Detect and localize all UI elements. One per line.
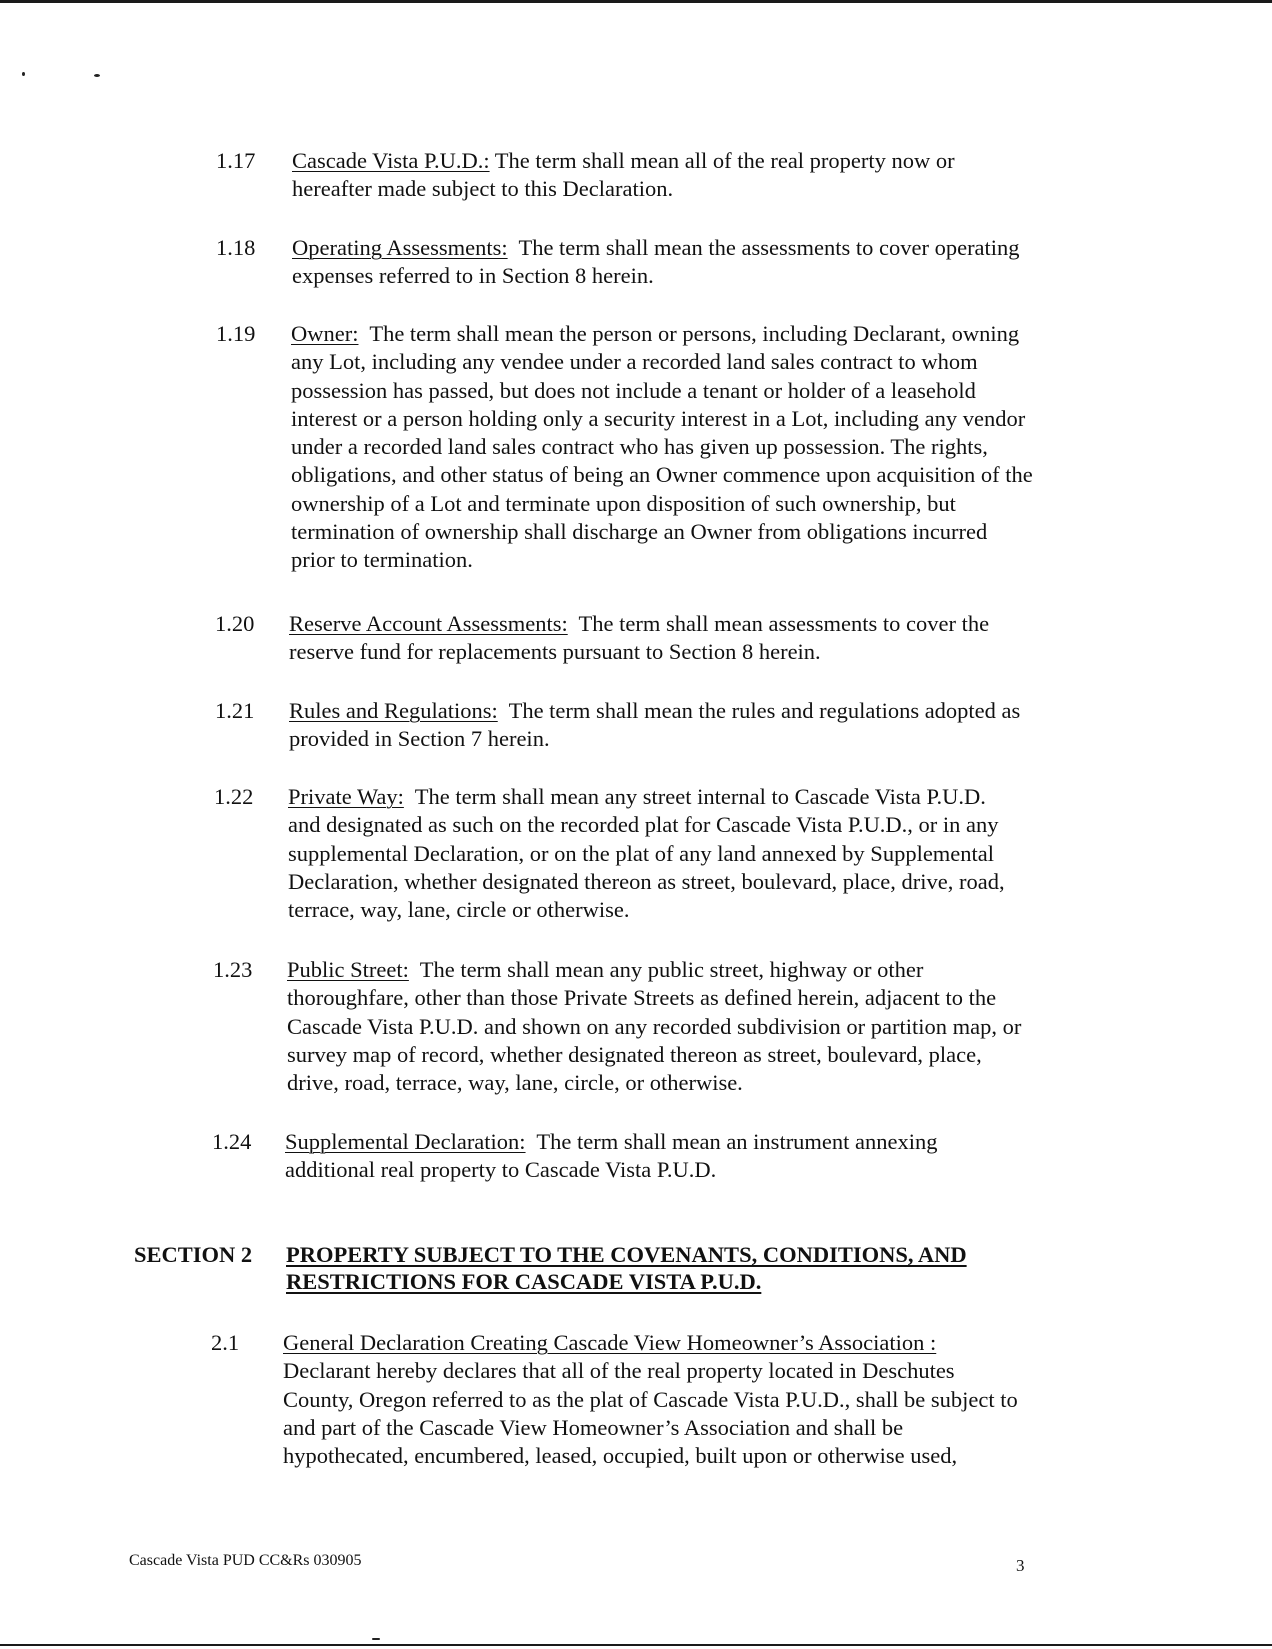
- clause-text: Declarant hereby declares that all of the real property located in Deschutes: [283, 1358, 955, 1384]
- definition-body: [292, 234, 1020, 291]
- definition-text: drive, road, terrace, way, lane, circle, or otherwise.: [287, 1070, 743, 1096]
- definition-body: [285, 1128, 938, 1185]
- definition-text: any Lot, including any vendee under a recorded land sales contract to whom: [291, 349, 978, 375]
- definition-text: The term shall mean the person or persons, including Declarant, owning: [358, 321, 1020, 346]
- definition-text: interest or a person holding only a security interest in a Lot, including any vendor: [291, 405, 1026, 431]
- definition-text: terrace, way, lane, circle or otherwise.: [288, 897, 630, 923]
- section-title-line: PROPERTY SUBJECT TO THE COVENANTS, CONDITIONS, AND: [286, 1242, 967, 1267]
- definition-term: Cascade Vista P.U.D.:: [292, 148, 490, 173]
- definition-text: The term shall mean any public street, highway or other: [408, 957, 924, 982]
- definition-text: The term shall mean assessments to cover the: [567, 611, 990, 636]
- definition-text: The term shall mean the rules and regulations adopted as: [497, 698, 1021, 723]
- definition-term: Rules and Regulations:: [289, 698, 498, 723]
- clause-text: and part of the Cascade View Homeowner’s Association and shall be: [283, 1414, 904, 1440]
- definition-term: Owner:: [291, 321, 359, 346]
- definition-text: Cascade Vista P.U.D. and shown on any recorded subdivision or partition map, or: [287, 1013, 1022, 1039]
- definition-text: supplemental Declaration, or on the plat of any land annexed by Supplemental: [288, 840, 995, 866]
- definition-term: Reserve Account Assessments:: [289, 611, 568, 636]
- section-title-line: RESTRICTIONS FOR CASCADE VISTA P.U.D.: [286, 1269, 762, 1294]
- clause-text: hypothecated, encumbered, leased, occupied, built upon or otherwise used,: [283, 1443, 958, 1469]
- definition-body: [289, 697, 1020, 754]
- footer-document-id: Cascade Vista PUD CC&Rs 030905: [129, 1552, 362, 1569]
- definition-number: 1.18: [216, 235, 256, 260]
- definition-number: 1.23: [213, 957, 253, 982]
- definition-text: additional real property to Cascade Vista P.U.D.: [285, 1157, 717, 1183]
- definition-text: obligations, and other status of being an Owner commence upon acquisition of the: [291, 462, 1033, 488]
- definition-text: hereafter made subject to this Declaration.: [292, 176, 674, 202]
- definition-number: 1.24: [212, 1129, 252, 1154]
- definition-number: 1.20: [215, 611, 255, 636]
- definition-text: The term shall mean any street internal to Cascade Vista P.U.D.: [403, 784, 986, 809]
- definition-text: thoroughfare, other than those Private Streets as defined herein, adjacent to the: [287, 985, 997, 1011]
- definition-number: 1.19: [216, 321, 256, 346]
- definition-text: and designated as such on the recorded plat for Cascade Vista P.U.D., or in any: [288, 812, 999, 838]
- definition-text: reserve fund for replacements pursuant to Section 8 herein.: [289, 639, 821, 665]
- definition-term: Supplemental Declaration:: [285, 1129, 526, 1154]
- scan-speck: [372, 1638, 380, 1640]
- definition-term: Public Street:: [287, 957, 409, 982]
- clause-number: 2.1: [211, 1330, 240, 1355]
- definition-term: Operating Assessments:: [292, 235, 508, 260]
- scan-speck: [22, 72, 25, 76]
- definition-number: 1.22: [214, 784, 254, 809]
- section-label: SECTION 2: [134, 1242, 253, 1267]
- definition-text: prior to termination.: [291, 547, 473, 573]
- definition-text: Declaration, whether designated thereon as street, boulevard, place, drive, road,: [288, 868, 1005, 894]
- definition-body: [288, 783, 1005, 924]
- clause-term: General Declaration Creating Cascade View Homeowner’s Association :: [283, 1330, 937, 1355]
- definition-number: 1.21: [215, 698, 255, 723]
- definition-text: expenses referred to in Section 8 herein.: [292, 263, 654, 289]
- bottom-border-rule: [0, 1644, 1272, 1646]
- definition-text: The term shall mean all of the real property now or: [489, 148, 955, 173]
- definition-text: The term shall mean an instrument annexing: [525, 1129, 938, 1154]
- definition-body: [292, 147, 955, 204]
- definition-text: ownership of a Lot and terminate upon disposition of such ownership, but: [291, 490, 956, 516]
- definition-text: survey map of record, whether designated thereon as street, boulevard, place,: [287, 1041, 982, 1067]
- clause-text: County, Oregon referred to as the plat of Cascade Vista P.U.D., shall be subject to: [283, 1386, 1018, 1412]
- clause-body: [283, 1329, 1018, 1470]
- definition-text: possession has passed, but does not include a tenant or holder of a leasehold: [291, 377, 976, 403]
- definition-body: [289, 610, 989, 667]
- definition-body: [291, 320, 1033, 575]
- scan-speck: [94, 74, 100, 77]
- definition-term: Private Way:: [288, 784, 404, 809]
- page-number: 3: [1016, 1556, 1025, 1575]
- definition-body: [287, 956, 1021, 1097]
- definition-text: termination of ownership shall discharge an Owner from obligations incurred: [291, 519, 988, 545]
- definition-text: under a recorded land sales contract who has given up possession. The rights,: [291, 434, 988, 460]
- definition-number: 1.17: [216, 148, 256, 173]
- top-border-rule: [0, 0, 1272, 3]
- definition-text: The term shall mean the assessments to cover operating: [507, 235, 1020, 260]
- definition-text: provided in Section 7 herein.: [289, 726, 550, 752]
- section-title: [286, 1241, 967, 1295]
